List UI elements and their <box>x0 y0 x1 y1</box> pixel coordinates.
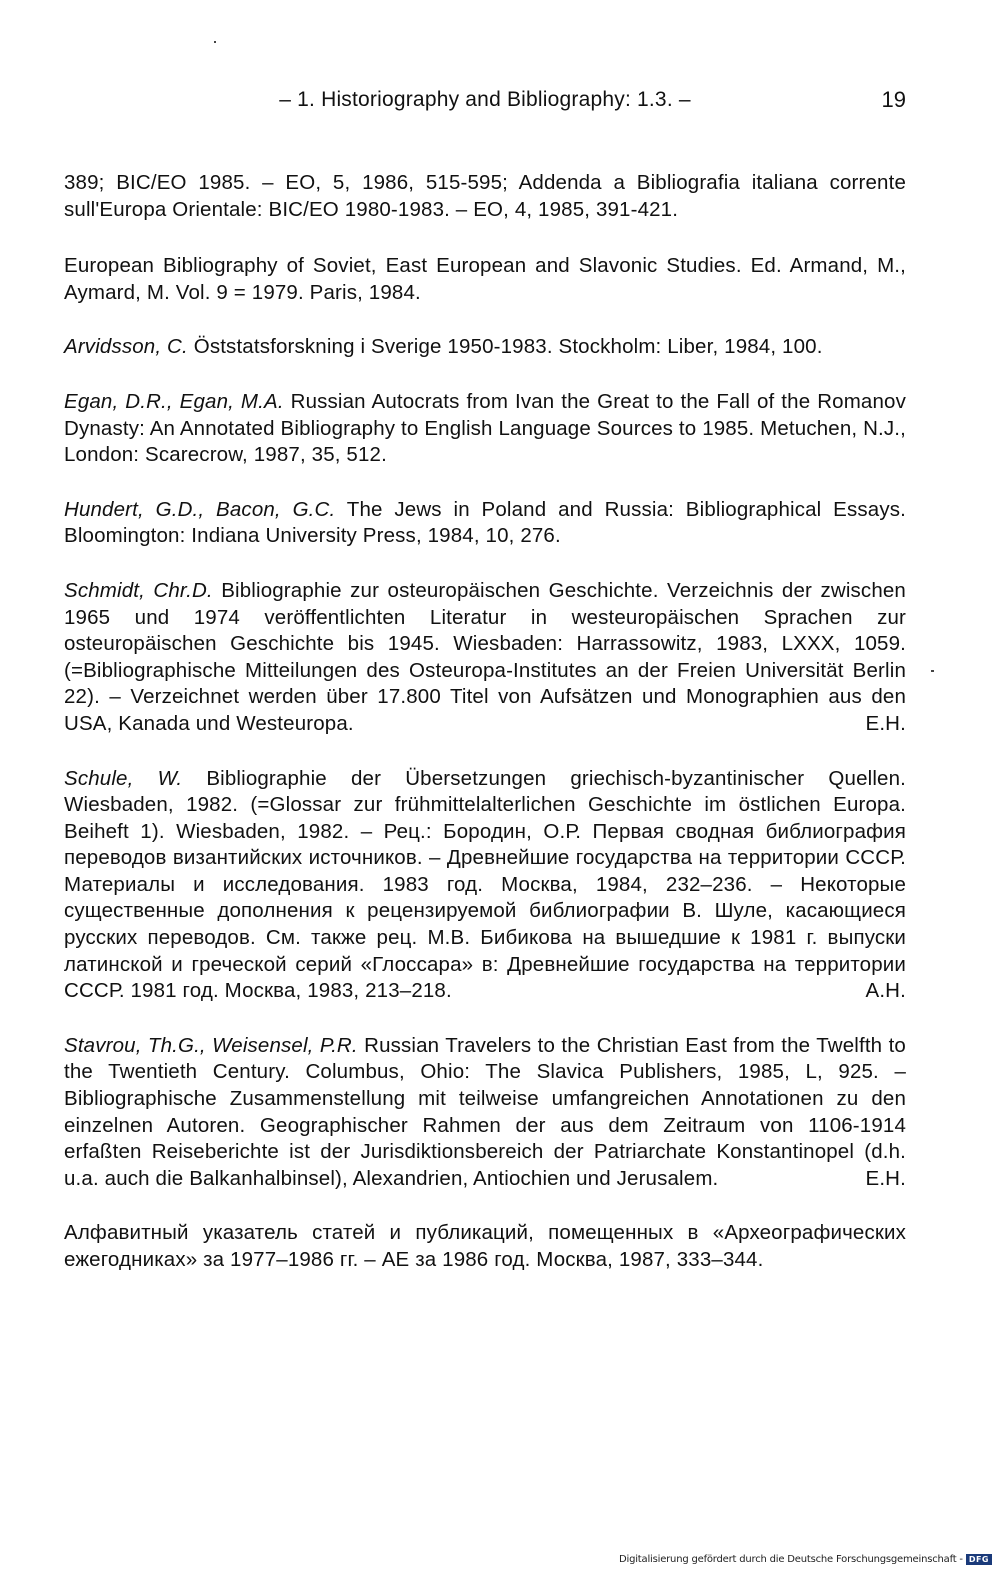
bibliography-entry <box>64 389 906 469</box>
bibliography-entry <box>64 766 906 1005</box>
bibliography-entry <box>64 170 906 223</box>
entry-authors: Schule, W. <box>64 766 183 790</box>
digitization-credit <box>619 1554 992 1565</box>
running-head: – 1. Historiography and Bibliography: 1.3. – <box>279 88 691 111</box>
entry-authors: Hundert, G.D., Bacon, G.C. <box>64 497 336 521</box>
reviewer-initials: A.H. <box>865 979 906 1003</box>
entry-text: Öststatsforskning i Sverige 1950-1983. Stockholm: Liber, 1984, 100. <box>193 335 823 359</box>
entry-authors: Arvidsson, C. <box>64 335 188 359</box>
bibliography-entry <box>64 578 906 738</box>
bibliography-entries <box>64 170 906 1302</box>
entry-text: European Bibliography of Soviet, East European and Slavonic Studies. Ed. Armand, M., Aymard, M. Vol. 9 = 1979. Paris, 1984. <box>64 254 906 304</box>
entry-text: The Jews in Poland and Russia: Bibliographical Essays. Bloomington: Indiana University Press, 1984, 10, 276. <box>64 497 906 548</box>
dfg-logo: DFG <box>966 1554 992 1565</box>
credit-text: Digitalisierung gefördert durch die Deutsche Forschungsgemeinschaft - <box>619 1554 963 1565</box>
bibliography-entry <box>64 334 906 361</box>
scan-speck <box>214 41 216 43</box>
bibliography-entry <box>64 1033 906 1193</box>
entry-authors: Stavrou, Th.G., Weisensel, P.R. <box>64 1033 358 1057</box>
reviewer-initials: E.H. <box>865 711 906 735</box>
entry-text: Russian Travelers to the Christian East from the Twelfth to the Twentieth Century. Columbus, Ohio: The Slavica Publishers, 1985, L, 925. – Bibliographische Zusammenstellung mit teilweise umfangreichen Annotationen zu den einzelnen Autoren. Geographischer Rahmen der aus dem Zeitraum von 1106-1914 erfaßten Reiseberichte ist der Jurisdiktionsbereich der Patriarchate Konstantinopel (d.h. u.a. auch die Balkanhalbinsel), Alexandrien, Antiochien und Jerusalem. <box>64 1033 906 1190</box>
page-number: 19 <box>881 87 906 112</box>
entry-authors: Egan, D.R., Egan, M.A. <box>64 389 284 413</box>
reviewer-initials: E.H. <box>865 1166 906 1190</box>
entry-authors: Schmidt, Chr.D. <box>64 578 213 602</box>
bibliography-entry <box>64 253 906 306</box>
entry-text: Алфавитный указатель статей и публикаций, помещенных в «Археографических ежегодниках» за 1977–1986 гг. – АЕ за 1986 год. Москва, 1987, 333–344. <box>64 1221 906 1271</box>
bibliography-entry <box>64 1220 906 1273</box>
scan-speck <box>931 670 934 672</box>
entry-text: Bibliographie der Übersetzungen griechisch-byzantinischer Quellen. Wiesbaden, 1982. (=Glossar zur frühmittelalterlichen Geschichte im östlichen Europa. Beiheft 1). Wiesbaden, 1982. – Рец.: Бородин, О.Р. Первая сводная библиография переводов византийских источников. – Древнейшие государства на территории СССР. Материалы и исследования. 1983 год. Москва, 1984, 232–236. – Некоторые существенные дополнения к рецензируемой библиографии В. Шуле, касающиеся русских переводов. См. также рец. М.В. Бибикова на вышедшие к 1981 г. выпуски латинской и греческой серий «Глоссара» в: Древнейшие государства на территории СССР. 1981 год. Москва, 1983, 213–218. <box>64 766 906 1003</box>
page-header <box>64 88 906 118</box>
entry-text: 389; BIC/EO 1985. – EO, 5, 1986, 515-595; Addenda a Bibliografia italiana corrente sull'Europa Orientale: BIC/EO 1980-1983. – EO, 4, 1985, 391-421. <box>64 171 906 221</box>
bibliography-entry <box>64 497 906 550</box>
entry-text: Bibliographie zur osteuropäischen Geschichte. Verzeichnis der zwischen 1965 und 1974 veröffentlichten Literatur in westeuropäischen Sprachen zur osteuropäischen Geschichte bis 1945. Wiesbaden: Harrassowitz, 1983, LXXX, 1059. (=Bibliographische Mitteilungen des Osteuropa-Institutes an der Freien Universität Berlin 22). – Verzeichnet werden über 17.800 Titel von Aufsätzen und Monographien aus den USA, Kanada und Westeuropa. <box>64 578 906 735</box>
entry-text: Russian Autocrats from Ivan the Great to the Fall of the Romanov Dynasty: An Annotated Bibliography to English Language Sources to 1985. Metuchen, N.J., London: Scarecrow, 1987, 35, 512. <box>64 389 906 467</box>
